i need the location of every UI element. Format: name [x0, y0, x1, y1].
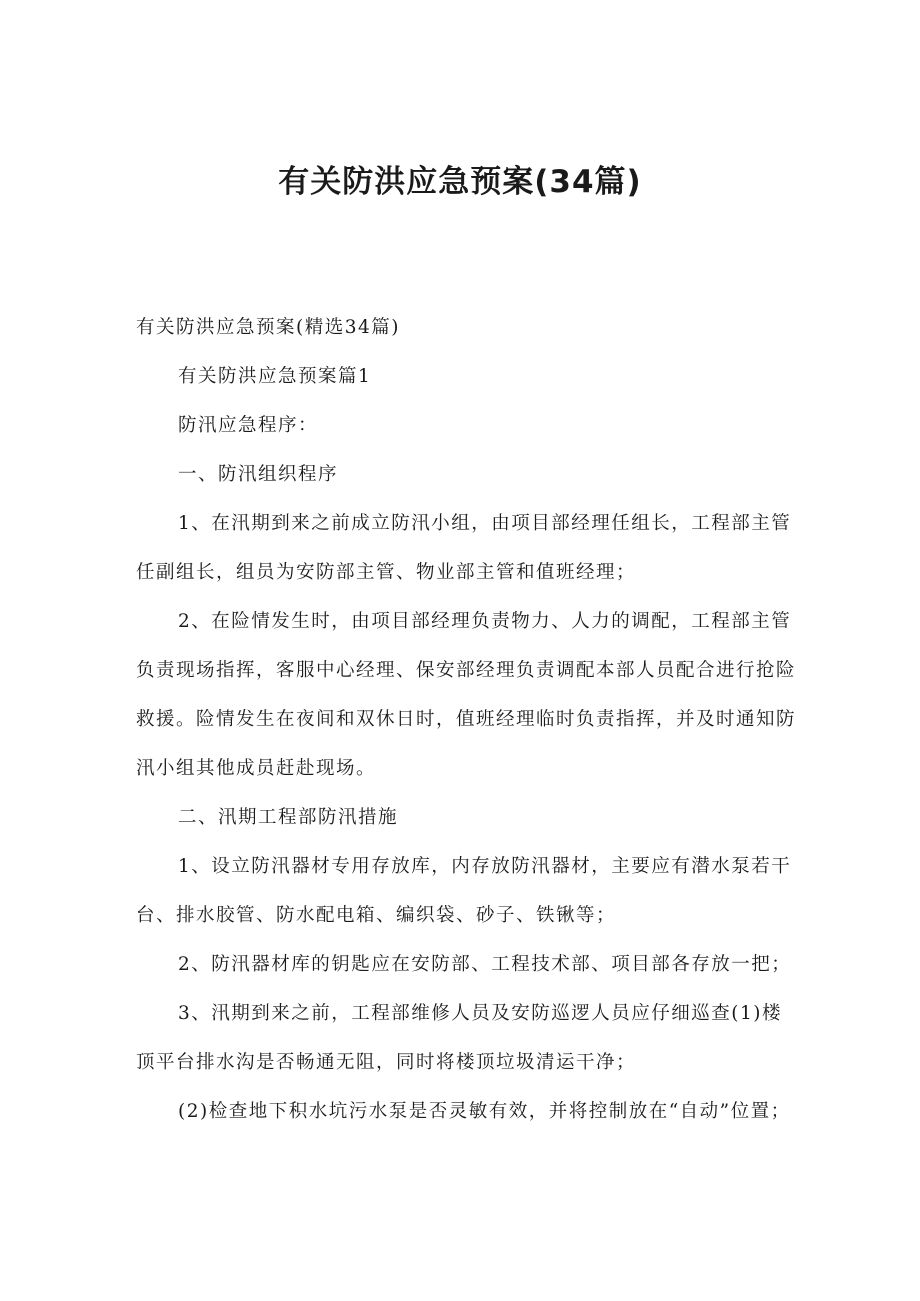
paragraph-heading-measures: 二、汛期工程部防汛措施	[178, 807, 399, 828]
document-title: 有关防洪应急预案(34篇)	[278, 164, 642, 200]
paragraph-procedure-label: 防汛应急程序：	[178, 415, 319, 436]
paragraph-measure-2: 2、防汛器材库的钥匙应在安防部、工程技术部、项目部各存放一把；	[178, 954, 792, 975]
paragraph-item-1: 1、在汛期到来之前成立防汛小组，由项目部经理任组长，工程部主管任副组长，组员为安防部主管、物业部主管和值班经理；	[136, 513, 792, 583]
paragraph-section-heading: 有关防洪应急预案篇1	[178, 366, 372, 387]
paragraph-measure-3: 3、汛期到来之前，工程部维修人员及安防巡逻人员应仔细巡查(1)楼顶平台排水沟是否畅通无阻，同时将楼顶垃圾清运干净；	[136, 1003, 782, 1073]
paragraph-measure-3-sub-2: (2)检查地下积水坑污水泵是否灵敏有效，并将控制放在“自动”位置；	[178, 1101, 791, 1122]
paragraph-heading-organization: 一、防汛组织程序	[178, 464, 339, 485]
paragraph-subtitle: 有关防洪应急预案(精选34篇)	[136, 317, 400, 338]
document-body	[136, 303, 801, 1136]
paragraph-measure-1: 1、设立防汛器材专用存放库，内存放防汛器材，主要应有潜水泵若干台、排水胶管、防水配电箱、编织袋、砂子、铁锹等；	[136, 856, 792, 926]
paragraph-item-2: 2、在险情发生时，由项目部经理负责物力、人力的调配，工程部主管负责现场指挥，客服中心经理、保安部经理负责调配本部人员配合进行抢险救援。险情发生在夜间和双休日时，值班经理临时负责指挥，并及时通知防汛小组其他成员赶赴现场。	[136, 611, 797, 779]
